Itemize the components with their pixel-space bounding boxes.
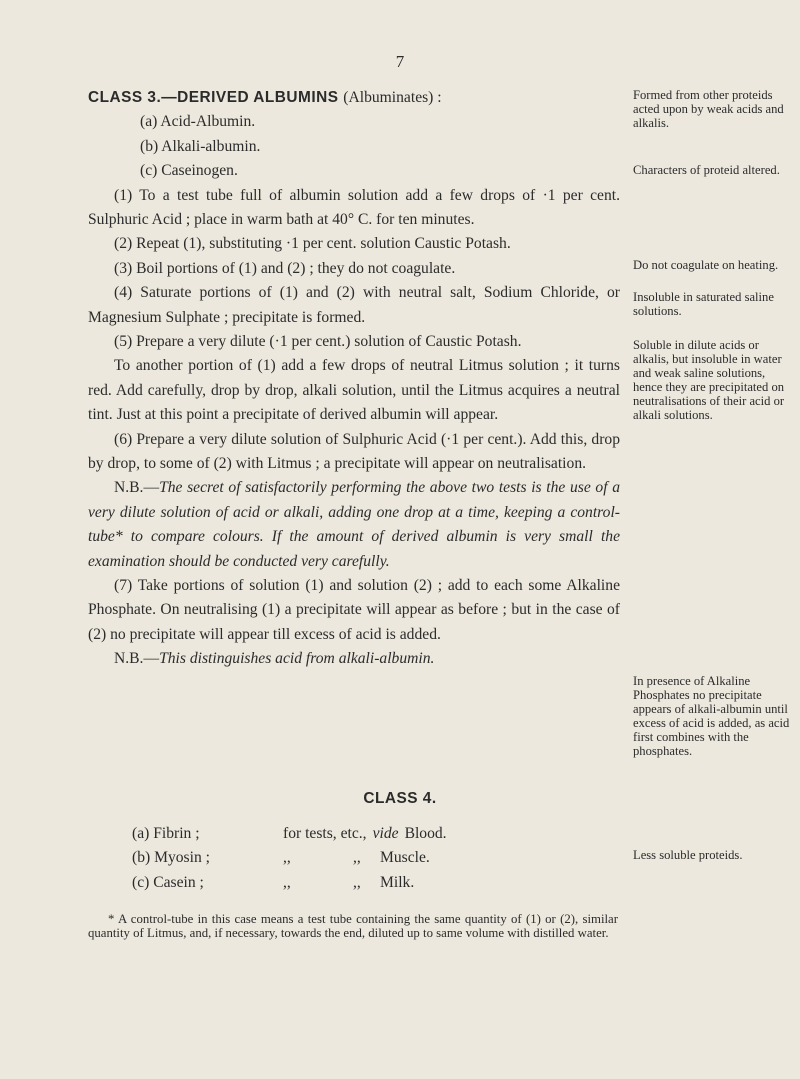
class4-item: (a) Fibrin ; [132,825,200,842]
step-2: (2) Repeat (1), substituting ·1 per cent. solution Caustic Potash. [114,235,511,253]
step-6: (6) Prepare a very dilute solution of Sulphuric Acid (·1 per cent.). Add this, drop by drop, to some of (2) with Litmus ; a precipitate will appear on neutralisation. [88,430,620,473]
class4-vide: vide [372,825,399,842]
class4-ref: Muscle. [380,849,430,867]
margin-note-insoluble: Insoluble in saturated saline solutions. [633,290,774,318]
class3-subtypes [88,110,620,183]
class4-vide: ,, [353,873,361,891]
nb-lead-1: N.B.— [114,479,160,497]
step-5: (5) Prepare a very dilute (·1 per cent.) solution of Caustic Potash. [114,333,522,351]
step-4: (4) Saturate portions of (1) and (2) with neutral salt, Sodium Chloride, or Magnesium Sulphate ; precipitate is formed. [88,284,620,326]
nb-lead-2: N.B.— [114,650,160,668]
class3-title-paren: (Albuminates) : [343,89,442,106]
class4-list [132,822,447,895]
footnote [88,912,618,940]
step-7: (7) Take portions of solution (1) and solution (2) ; add to each some Alkaline Phosphate. On neutralising (1) a precipitate will appear as before ; but in the case of (2) no precipitate will appear till excess of acid is added. [88,577,620,643]
class3-heading [88,86,620,110]
class4-mid: ,, [283,873,291,891]
step-3: (3) Boil portions of (1) and (2) ; they do not coagulate. [114,259,456,277]
class3-title: CLASS 3.—DERIVED ALBUMINS [88,89,339,106]
class4-ref: Milk. [380,873,415,891]
class4-item: (b) Myosin ; [132,849,210,867]
footnote-text: * A control-tube in this case means a test tube containing the same quantity of (1) or (2), similar quantity of Litmus, and, if necessary, towards the end, diluted up to same volume with distilled water. [88,912,618,940]
class4-row [132,822,447,846]
step-1: (1) To a test tube full of albumin solution add a few drops of ·1 per cent. Sulphuric Acid ; place in warm bath at 40° C. for ten minutes. [88,186,620,228]
margin-note-presence: In presence of Alkaline Phosphates no precipitate appears of alkali-albumin until excess of acid is added, as acid first combines with the phosphates. [633,674,790,758]
margin-note-formed: Formed from other proteids acted upon by weak acids and alkalis. [633,88,784,130]
margin-note-soluble: Soluble in dilute acids or alkalis, but insoluble in water and weak saline solutions, hence they are precipitated on neutralisations of their acid or alkali solutions. [633,338,785,422]
main-column [88,86,620,672]
nb-note-2 [88,647,620,671]
margin-note-less-soluble: Less soluble proteids. [633,848,743,862]
page-number: 7 [395,52,405,71]
subtype-c: (c) Caseinogen. [140,162,238,180]
class4-mid: ,, [283,849,291,867]
class4-item: (c) Casein ; [132,873,204,891]
class4-row [132,871,447,895]
class4-vide: ,, [353,849,361,867]
subtype-b: (b) Alkali-albumin. [140,137,261,155]
nb-note-1 [88,476,620,574]
margin-note-coagulate: Do not coagulate on heating. [633,258,779,272]
class4-row [132,846,447,870]
margin-note-characters: Characters of proteid altered. [633,163,780,177]
nb-text-2: This distinguishes acid from alkali-albumin. [159,650,435,668]
class4-title: CLASS 4. [363,790,437,807]
step-5-detail: To another portion of (1) add a few drops of neutral Litmus solution ; it turns red. Add carefully, drop by drop, alkali solution, until the Litmus acquires a neutral tint. Just at this point a precipitate of derived albumin will appear. [88,357,620,424]
class4-mid: for tests, etc., [283,825,367,842]
nb-text-1: The secret of satisfactorily performing the above two tests is the use of a very dilute solution of acid or alkali, adding one drop at a time, keeping a control-tube* to compare colours. If the amount of derived albumin is very small the examination should be conducted very carefully. [88,479,620,570]
subtype-a: (a) Acid-Albumin. [140,113,256,131]
class4-ref: Blood. [404,825,447,842]
